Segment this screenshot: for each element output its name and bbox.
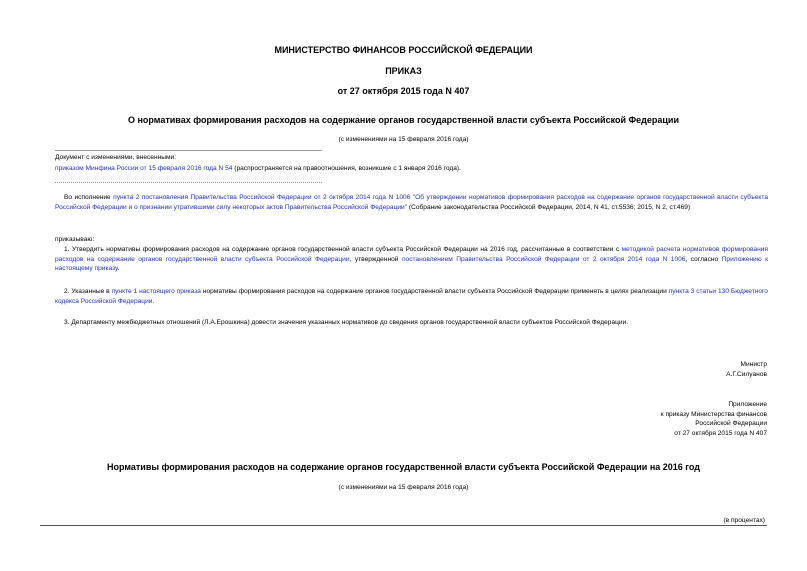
preamble-paragraph (55, 193, 768, 212)
change-note (55, 153, 768, 173)
doc-type-heading: ПРИКАЗ (385, 66, 422, 76)
item-1-text: . (117, 265, 120, 273)
item-3-text: 3. Департаменту межбюджетных отношений (Л.А.Ерошкина) довести значения указанных нормативов до сведения органов государственной власти субъектов Российской Федерации. (64, 319, 629, 326)
unit-note: (в процентах) (723, 517, 765, 524)
signature-block (726, 360, 767, 379)
item-2-text: 2. Указанные в (64, 288, 112, 295)
item-2-text: нормативы формирования расходов на содержание органов государственной власти субъекта Российской Федерации применять в целях реализации (200, 288, 669, 295)
change-note-label: Документ с изменениями, внесенными: (55, 154, 177, 161)
item-1-text: , согласно (685, 255, 722, 263)
item-1-ref-link[interactable]: пункте 1 настоящего приказа (111, 288, 201, 295)
appendix-line-4: от 27 октября 2015 года N 407 (674, 429, 767, 437)
appendix-block (661, 400, 767, 438)
order-amended-note: (с изменениями на 15 февраля 2016 года) (338, 136, 469, 143)
methodology-link[interactable]: методикой расчета нормативов формирования расходов на содержание органов государственной власти субъекта Российской Федерации (55, 246, 768, 263)
orders-label: приказываю: (55, 236, 95, 243)
item-2-text: . (152, 297, 155, 305)
appendix-link[interactable]: Приложению к настоящему приказу (55, 255, 768, 273)
item-1-text: , утвержденной (349, 255, 402, 263)
divider (40, 525, 767, 526)
decree-1006-link[interactable]: пункта 2 постановления Правительства Российской Федерации от 2 октября 2014 года N 1006 "Об утверждении нормативов формирования расходов на содержание органов государственной власти субъекта Российской Федерации и о признании утратившими силу некоторых актов Правительства Российской Федерации" (55, 194, 769, 211)
order-date: от 27 октября 2015 года N 407 (337, 86, 470, 96)
divider (55, 150, 322, 151)
amending-order-link[interactable]: приказом Минфина России от 15 февраля 2016 года N 54 (55, 164, 233, 172)
appendix-line-2: к приказу Министерства финансов (660, 410, 767, 418)
decree-link[interactable]: постановлением Правительства Российской Федерации от 2 октября 2014 года N 1006 (401, 255, 686, 263)
appendix-line-3: Российской Федерации (695, 420, 767, 428)
preamble-text: Во исполнение (64, 194, 114, 201)
item-1-text: 1. Утвердить нормативы формирования расходов на содержание органов государственной власти субъекта Российской Федерации на 2016 год, рассчитанные в соответствии с (64, 246, 622, 253)
norms-amended-note: (с изменениями на 15 февраля 2016 года) (338, 484, 469, 491)
norms-title: Нормативы формирования расходов на содержание органов государственной власти субъекта Российской Федерации на 2016 год (106, 462, 701, 472)
ministry-heading: МИНИСТЕРСТВО ФИНАНСОВ РОССИЙСКОЙ ФЕДЕРАЦИИ (274, 45, 533, 55)
order-title: О нормативах формирования расходов на содержание органов государственной власти субъекта Российской Федерации (127, 115, 679, 125)
signatory-name: А.Г.Силуанов (726, 370, 767, 378)
item-3-paragraph (55, 318, 768, 328)
appendix-line-1: Приложение (728, 401, 767, 408)
change-note-tail: (распространяется на правоотношения, возникшие с 1 января 2016 года). (232, 164, 461, 172)
preamble-text: (Собрание законодательства Российской Федерации, 2014, N 41, ст.5536; 2015, N 2, ст.469) (407, 203, 691, 211)
item-2-paragraph (55, 287, 768, 306)
budget-code-link[interactable]: пункта 3 статьи 130 Бюджетного кодекса Российской Федерации (55, 288, 768, 305)
item-1-paragraph (55, 245, 768, 274)
signatory-role: Министр (740, 361, 767, 368)
divider (55, 182, 322, 183)
